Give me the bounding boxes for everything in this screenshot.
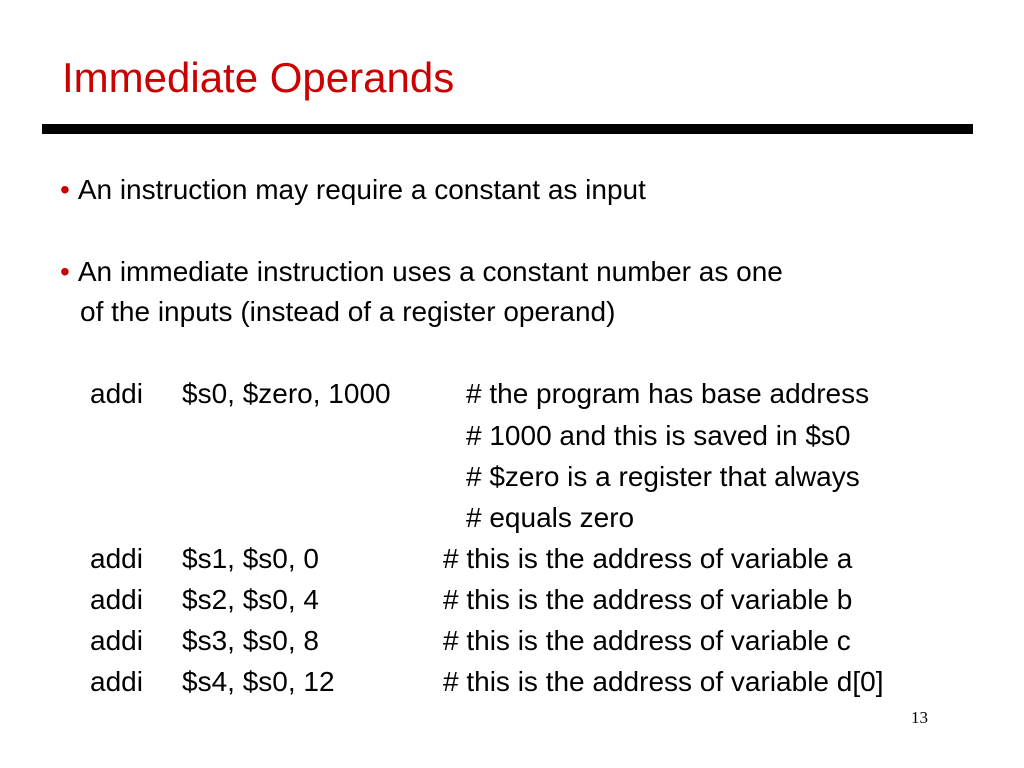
code-comment: # this is the address of variable b xyxy=(443,584,853,615)
code-comment: # this is the address of variable d[0] xyxy=(443,666,884,697)
code-args: $s1, $s0, 0 xyxy=(182,543,319,574)
bullet-text-line-1: An immediate instruction uses a constant number as one xyxy=(77,256,783,287)
bullet-dot: • xyxy=(60,256,70,287)
page-number: 13 xyxy=(911,708,928,727)
code-op: addi xyxy=(90,378,143,409)
bullet-text-line-2: of the inputs (instead of a register operand) xyxy=(80,296,616,327)
code-args: $s0, $zero, 1000 xyxy=(182,378,391,409)
code-comment: # this is the address of variable a xyxy=(443,543,853,574)
code-args: $s2, $s0, 4 xyxy=(182,584,319,615)
code-op: addi xyxy=(90,543,143,574)
code-comment: # this is the address of variable c xyxy=(443,625,851,656)
bullet-item-1 xyxy=(60,170,646,210)
title-divider xyxy=(42,124,973,134)
code-args: $s3, $s0, 8 xyxy=(182,625,319,656)
bullet-item-2 xyxy=(60,252,783,292)
code-comment: # the program has base address xyxy=(466,378,870,409)
slide-title: Immediate Operands xyxy=(62,54,455,101)
code-args: $s4, $s0, 12 xyxy=(182,666,335,697)
code-op: addi xyxy=(90,666,143,697)
bullet-dot: • xyxy=(60,174,70,205)
code-comment: # $zero is a register that always xyxy=(466,461,860,492)
code-op: addi xyxy=(90,584,143,615)
code-comment: # equals zero xyxy=(466,502,635,533)
code-comment: # 1000 and this is saved in $s0 xyxy=(466,420,851,451)
code-op: addi xyxy=(90,625,143,656)
bullet-text: An instruction may require a constant as input xyxy=(77,174,646,205)
